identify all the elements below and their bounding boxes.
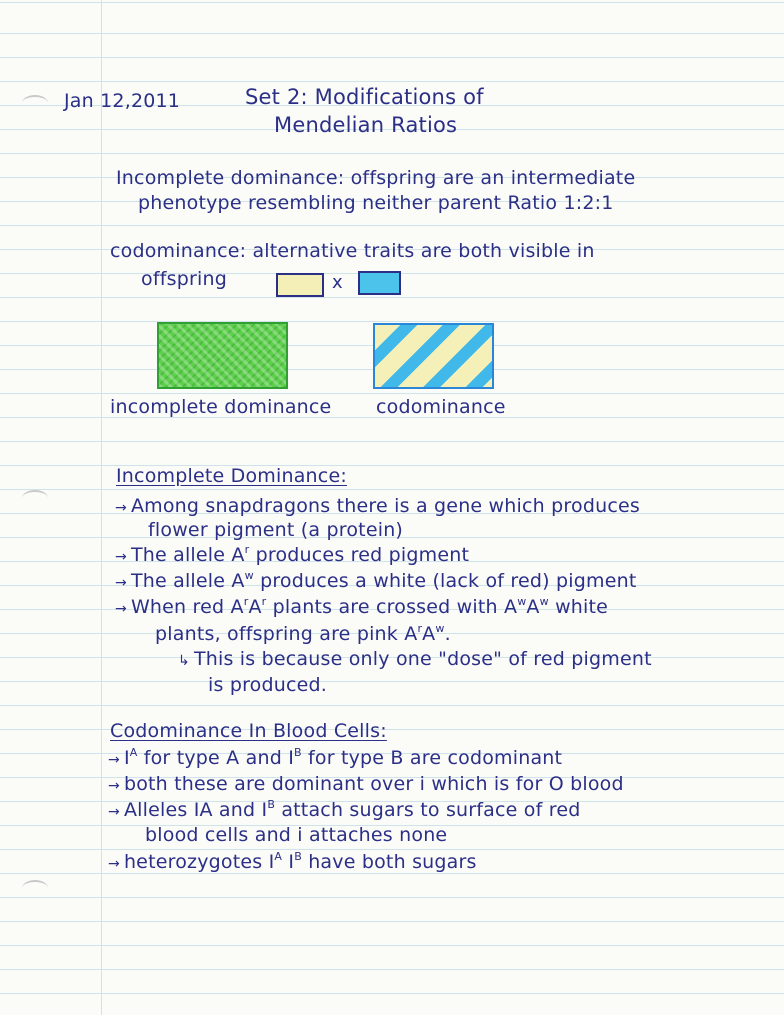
blue-parent-swatch	[358, 271, 401, 295]
arrow-icon: →	[108, 778, 120, 794]
bullet-snapdragons-line-2: flower pigment (a protein)	[148, 519, 404, 541]
bullet-codominant-alleles: → $I^A$ for type A and $I^B$ for type B are codominant	[108, 746, 563, 769]
arrow-icon: →	[108, 752, 120, 768]
punch-hole-bottom	[22, 880, 48, 896]
punch-hole-top	[22, 95, 48, 111]
sub-bullet-dose-line-1: ↳ This is because only one "dose" of red pigment	[178, 648, 652, 670]
incomplete-definition-line-1: Incomplete dominance: offspring are an intermediate	[116, 167, 636, 189]
arrow-icon: →	[115, 500, 127, 516]
sub-arrow-icon: ↳	[178, 653, 190, 669]
codominance-definition-line-1: codominance: alternative traits are both visible in	[110, 240, 595, 262]
bullet-sugars-line-2: blood cells and i attaches none	[145, 824, 448, 846]
bullet-dominant-over-i: → both these are dominant over i which is for O blood	[108, 773, 624, 795]
codominance-label: codominance	[376, 396, 506, 418]
blood-cells-heading: Codominance In Blood Cells:	[110, 720, 387, 742]
sub-bullet-dose-line-2: is produced.	[208, 674, 328, 696]
codominance-striped-box	[373, 323, 494, 389]
punch-hole-middle	[22, 490, 48, 506]
bullet-sugars-line-1: → Alleles IA and $I^B$ attach sugars to surface of red	[108, 798, 581, 821]
bullet-snapdragons-line-1: → Among snapdragons there is a gene which produces	[115, 495, 640, 517]
bullet-cross-line-1: → When red $A^rA^r$ plants are crossed with $A^wA^w$ white	[115, 595, 609, 618]
title-line-1: Set 2: Modifications of	[245, 85, 484, 109]
incomplete-dominance-heading: Incomplete Dominance:	[116, 465, 347, 487]
bullet-allele-white: → The allele $A^w$ produces a white (lack of red) pigment	[115, 569, 637, 592]
incomplete-definition-line-2: phenotype resembling neither parent Ratio 1:2:1	[138, 192, 614, 214]
arrow-icon: →	[115, 575, 127, 591]
incomplete-dominance-green-box	[157, 322, 288, 389]
date: Jan 12,2011	[64, 90, 181, 112]
title-line-2: Mendelian Ratios	[274, 113, 458, 137]
arrow-icon: →	[115, 549, 127, 565]
codominance-definition-line-2: offspring	[141, 268, 227, 290]
arrow-icon: →	[108, 804, 120, 820]
bullet-cross-line-2: plants, offspring are pink $A^rA^w$.	[155, 622, 451, 645]
arrow-icon: →	[108, 856, 120, 872]
bullet-allele-red: → The allele $A^r$ produces red pigment	[115, 543, 470, 566]
margin-line	[101, 0, 102, 1015]
bullet-heterozygotes: → heterozygotes $I^A$ $I^B$ have both sugars	[108, 850, 477, 873]
yellow-parent-swatch	[276, 273, 324, 297]
incomplete-dominance-label: incomplete dominance	[110, 396, 332, 418]
arrow-icon: →	[115, 601, 127, 617]
cross-symbol: x	[332, 272, 343, 293]
